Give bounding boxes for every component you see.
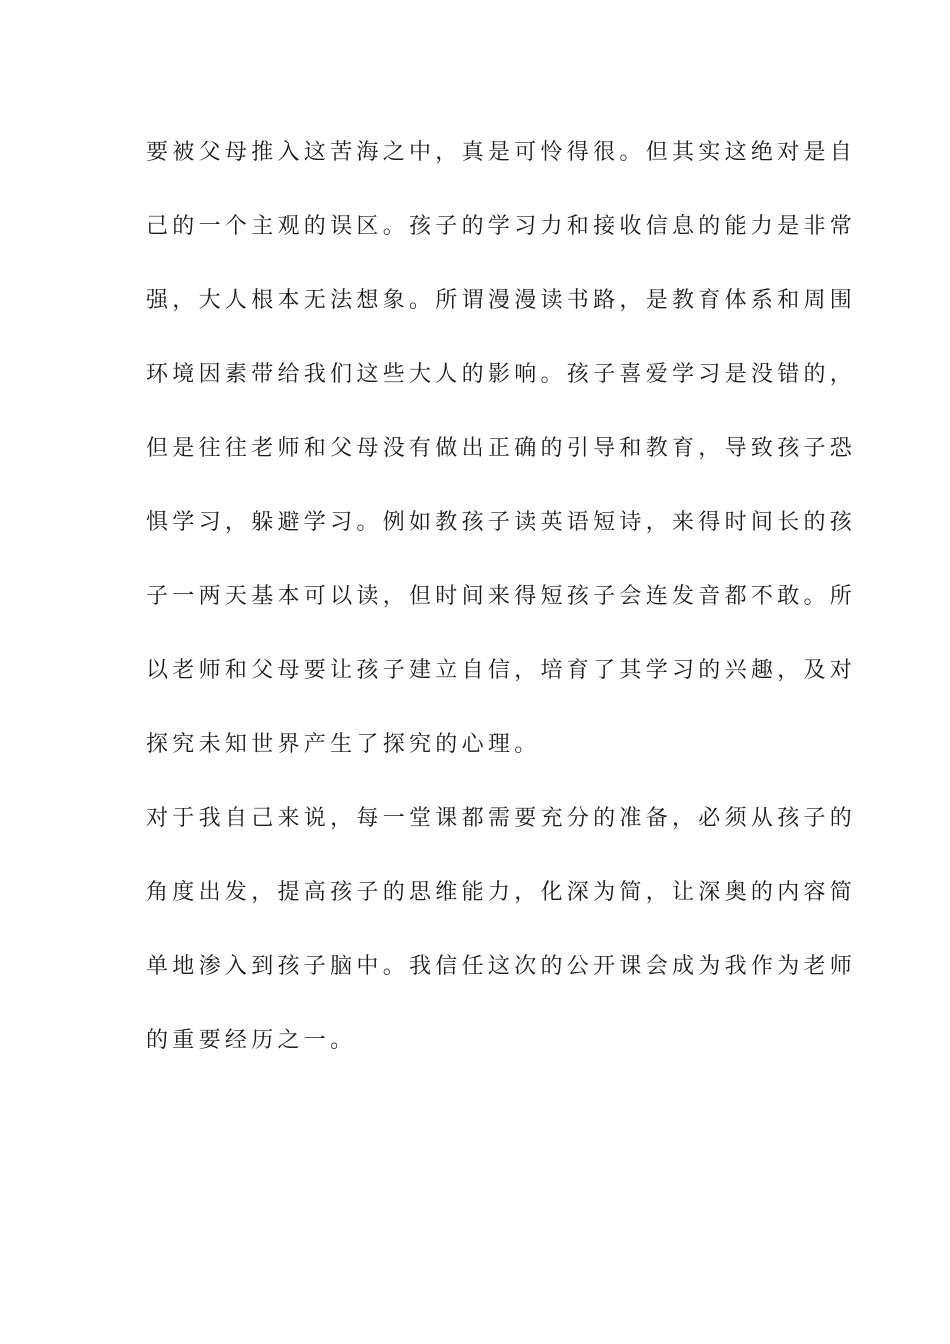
text-line: 对于我自己来说，每一堂课都需要充分的准备，必须从孩子的 [146,806,857,831]
text-line: 单地渗入到孩子脑中。我信任这次的公开课会成为我作为老师 [146,954,857,979]
text-line: 己的一个主观的误区。孩子的学习力和接收信息的能力是非常 [146,214,857,239]
text-line: 探究未知世界产生了探究的心理。 [146,732,541,757]
text-line: 子一两天基本可以读，但时间来得短孩子会连发音都不敢。所 [146,584,857,609]
body-text [146,128,857,1090]
text-line: 的重要经历之一。 [146,1028,357,1053]
text-line: 环境因素带给我们这些大人的影响。孩子喜爱学习是没错的， [146,362,857,387]
text-line: 以老师和父母要让孩子建立自信，培育了其学习的兴趣，及对 [146,658,857,683]
text-line: 但是往往老师和父母没有做出正确的引导和教育，导致孩子恐 [146,436,857,461]
text-line: 强，大人根本无法想象。所谓漫漫读书路，是教育体系和周围 [146,288,857,313]
text-line: 角度出发，提高孩子的思维能力，化深为简，让深奥的内容简 [146,880,857,905]
text-line: 要被父母推入这苦海之中，真是可怜得很。但其实这绝对是自 [146,140,857,165]
text-line: 惧学习，躲避学习。例如教孩子读英语短诗，来得时间长的孩 [146,510,857,535]
